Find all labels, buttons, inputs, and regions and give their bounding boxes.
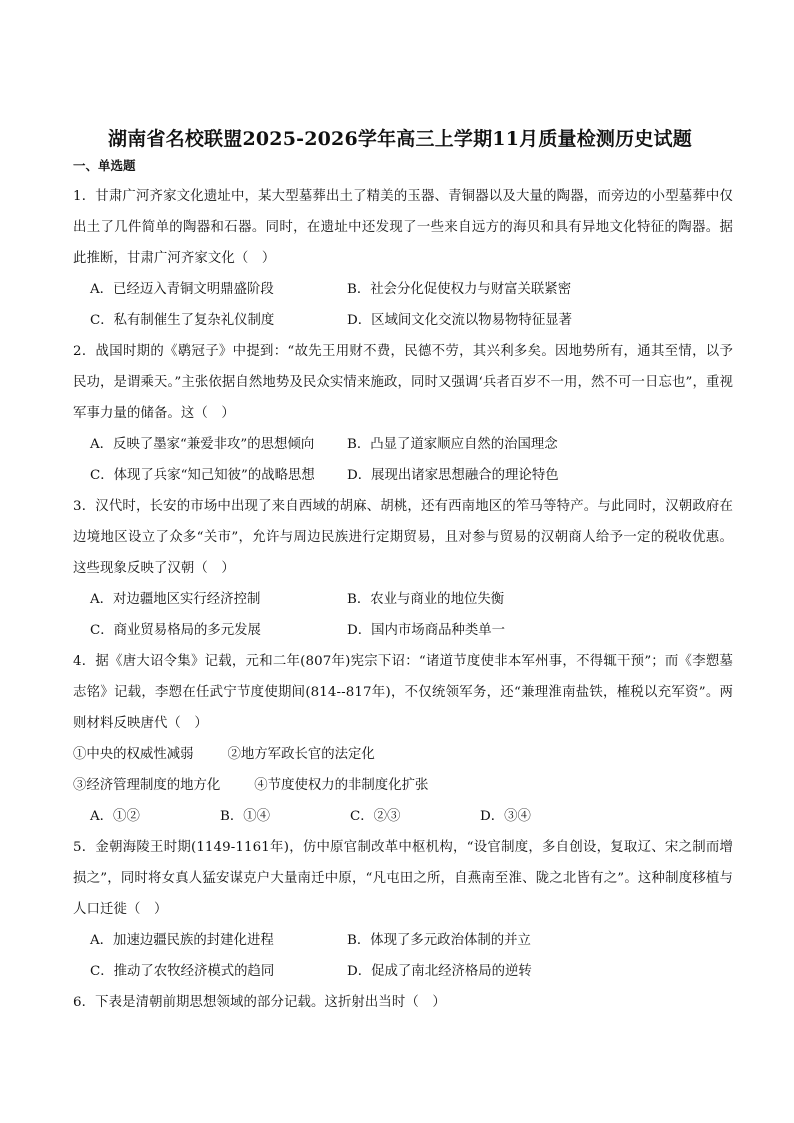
question-5-option-a: A．加速边疆民族的封建化进程	[90, 933, 274, 948]
section-heading: 一、单选题	[73, 158, 136, 173]
question-2-option-d: D．展现出诸家思想融合的理论特色	[347, 468, 559, 483]
question-5	[73, 832, 733, 987]
question-3-option-d: D．国内市场商品种类单一	[347, 623, 506, 638]
question-4	[73, 646, 733, 832]
question-3-option-b: B．农业与商业的地位失衡	[347, 592, 505, 607]
question-4-statement-1: ①中央的权威性减弱	[73, 747, 194, 762]
question-4-statement-3: ③经济管理制度的地方化	[73, 778, 221, 793]
question-5-option-d: D．促成了南北经济格局的逆转	[347, 964, 532, 979]
question-5-option-b: B．体现了多元政治体制的并立	[347, 933, 531, 948]
question-1-option-a: A．已经迈入青铜文明鼎盛阶段	[90, 282, 274, 297]
question-3-option-a: A．对边疆地区实行经济控制	[90, 592, 261, 607]
question-4-option-d: D．③④	[480, 809, 531, 824]
question-1-option-c: C．私有制催生了复杂礼仪制度	[90, 313, 275, 328]
question-4-option-b: B．①④	[220, 809, 271, 824]
question-3-stem: 3．汉代时，长安的市场中出现了来自西域的胡麻、胡桃，还有西南地区的笮马等特产。与此同时，汉朝政府在边境地区设立了众多“关市”，允许与周边民族进行定期贸易，且对参与贸易的汉朝商人给予一定的税收优惠。这些现象反映了汉朝（ ）	[73, 499, 733, 576]
question-2-option-b: B．凸显了道家顺应自然的治国理念	[347, 437, 558, 452]
page-title: 湖南省名校联盟2025-2026学年高三上学期11月质量检测历史试题	[108, 128, 692, 150]
question-4-statement-4: ④节度使权力的非制度化扩张	[254, 778, 429, 793]
question-1-option-b: B．社会分化促使权力与财富关联紧密	[347, 282, 572, 297]
question-5-stem: 5．金朝海陵王时期(1149-1161年)，仿中原官制改革中枢机构，“设官制度，多自创设，复取辽、宋之制而增损之”，同时将女真人猛安谋克户大量南迁中原，“凡屯田之所，自燕南至淮、陇之北皆有之”。这种制度移植与人口迁徙（ ）	[73, 840, 733, 917]
question-1-stem: 1．甘肃广河齐家文化遗址中，某大型墓葬出土了精美的玉器、青铜器以及大量的陶器，而旁边的小型墓葬中仅出土了几件简单的陶器和石器。同时，在遗址中还发现了一些来自远方的海贝和具有异地文化特征的陶器。据此推断，甘肃广河齐家文化（ ）	[73, 189, 733, 266]
question-2-stem: 2．战国时期的《鹖冠子》中提到：“故先王用财不费，民德不劳，其兴利多矣。因地势所有，通其至情，以予民功，是谓乘天。”主张依据自然地势及民众实情来施政，同时又强调‘兵者百岁不一用，然不可一日忘也”，重视军事力量的储备。这（ ）	[73, 344, 733, 421]
question-5-option-c: C．推动了农牧经济模式的趋同	[90, 964, 275, 979]
exam-page	[73, 124, 733, 1018]
question-3	[73, 491, 733, 646]
question-2-option-a: A．反映了墨家“兼爱非攻”的思想倾向	[90, 437, 315, 452]
question-1	[73, 181, 733, 336]
question-4-option-a: A．①②	[90, 809, 140, 824]
question-4-option-c: C．②③	[350, 809, 401, 824]
question-6	[73, 987, 733, 1018]
question-3-option-c: C．商业贸易格局的多元发展	[90, 623, 261, 638]
question-2	[73, 336, 733, 491]
question-6-stem: 6．下表是清朝前期思想领域的部分记载。这折射出当时（ ）	[73, 995, 446, 1010]
question-4-stem: 4．据《唐大诏令集》记载，元和二年(807年)宪宗下诏：“诸道节度使非本军州事，不得辄干预”；而《李愬墓志铭》记载，李愬在任武宁节度使期间(814--817年)，不仅统领军务，还“兼理淮南盐铁，榷税以充军资”。两则材料反映唐代（ ）	[73, 654, 733, 731]
question-2-option-c: C．体现了兵家“知己知彼”的战略思想	[90, 468, 315, 483]
question-4-statement-2: ②地方军政长官的法定化	[227, 747, 375, 762]
question-1-option-d: D．区域间文化交流以物易物特征显著	[347, 313, 572, 328]
